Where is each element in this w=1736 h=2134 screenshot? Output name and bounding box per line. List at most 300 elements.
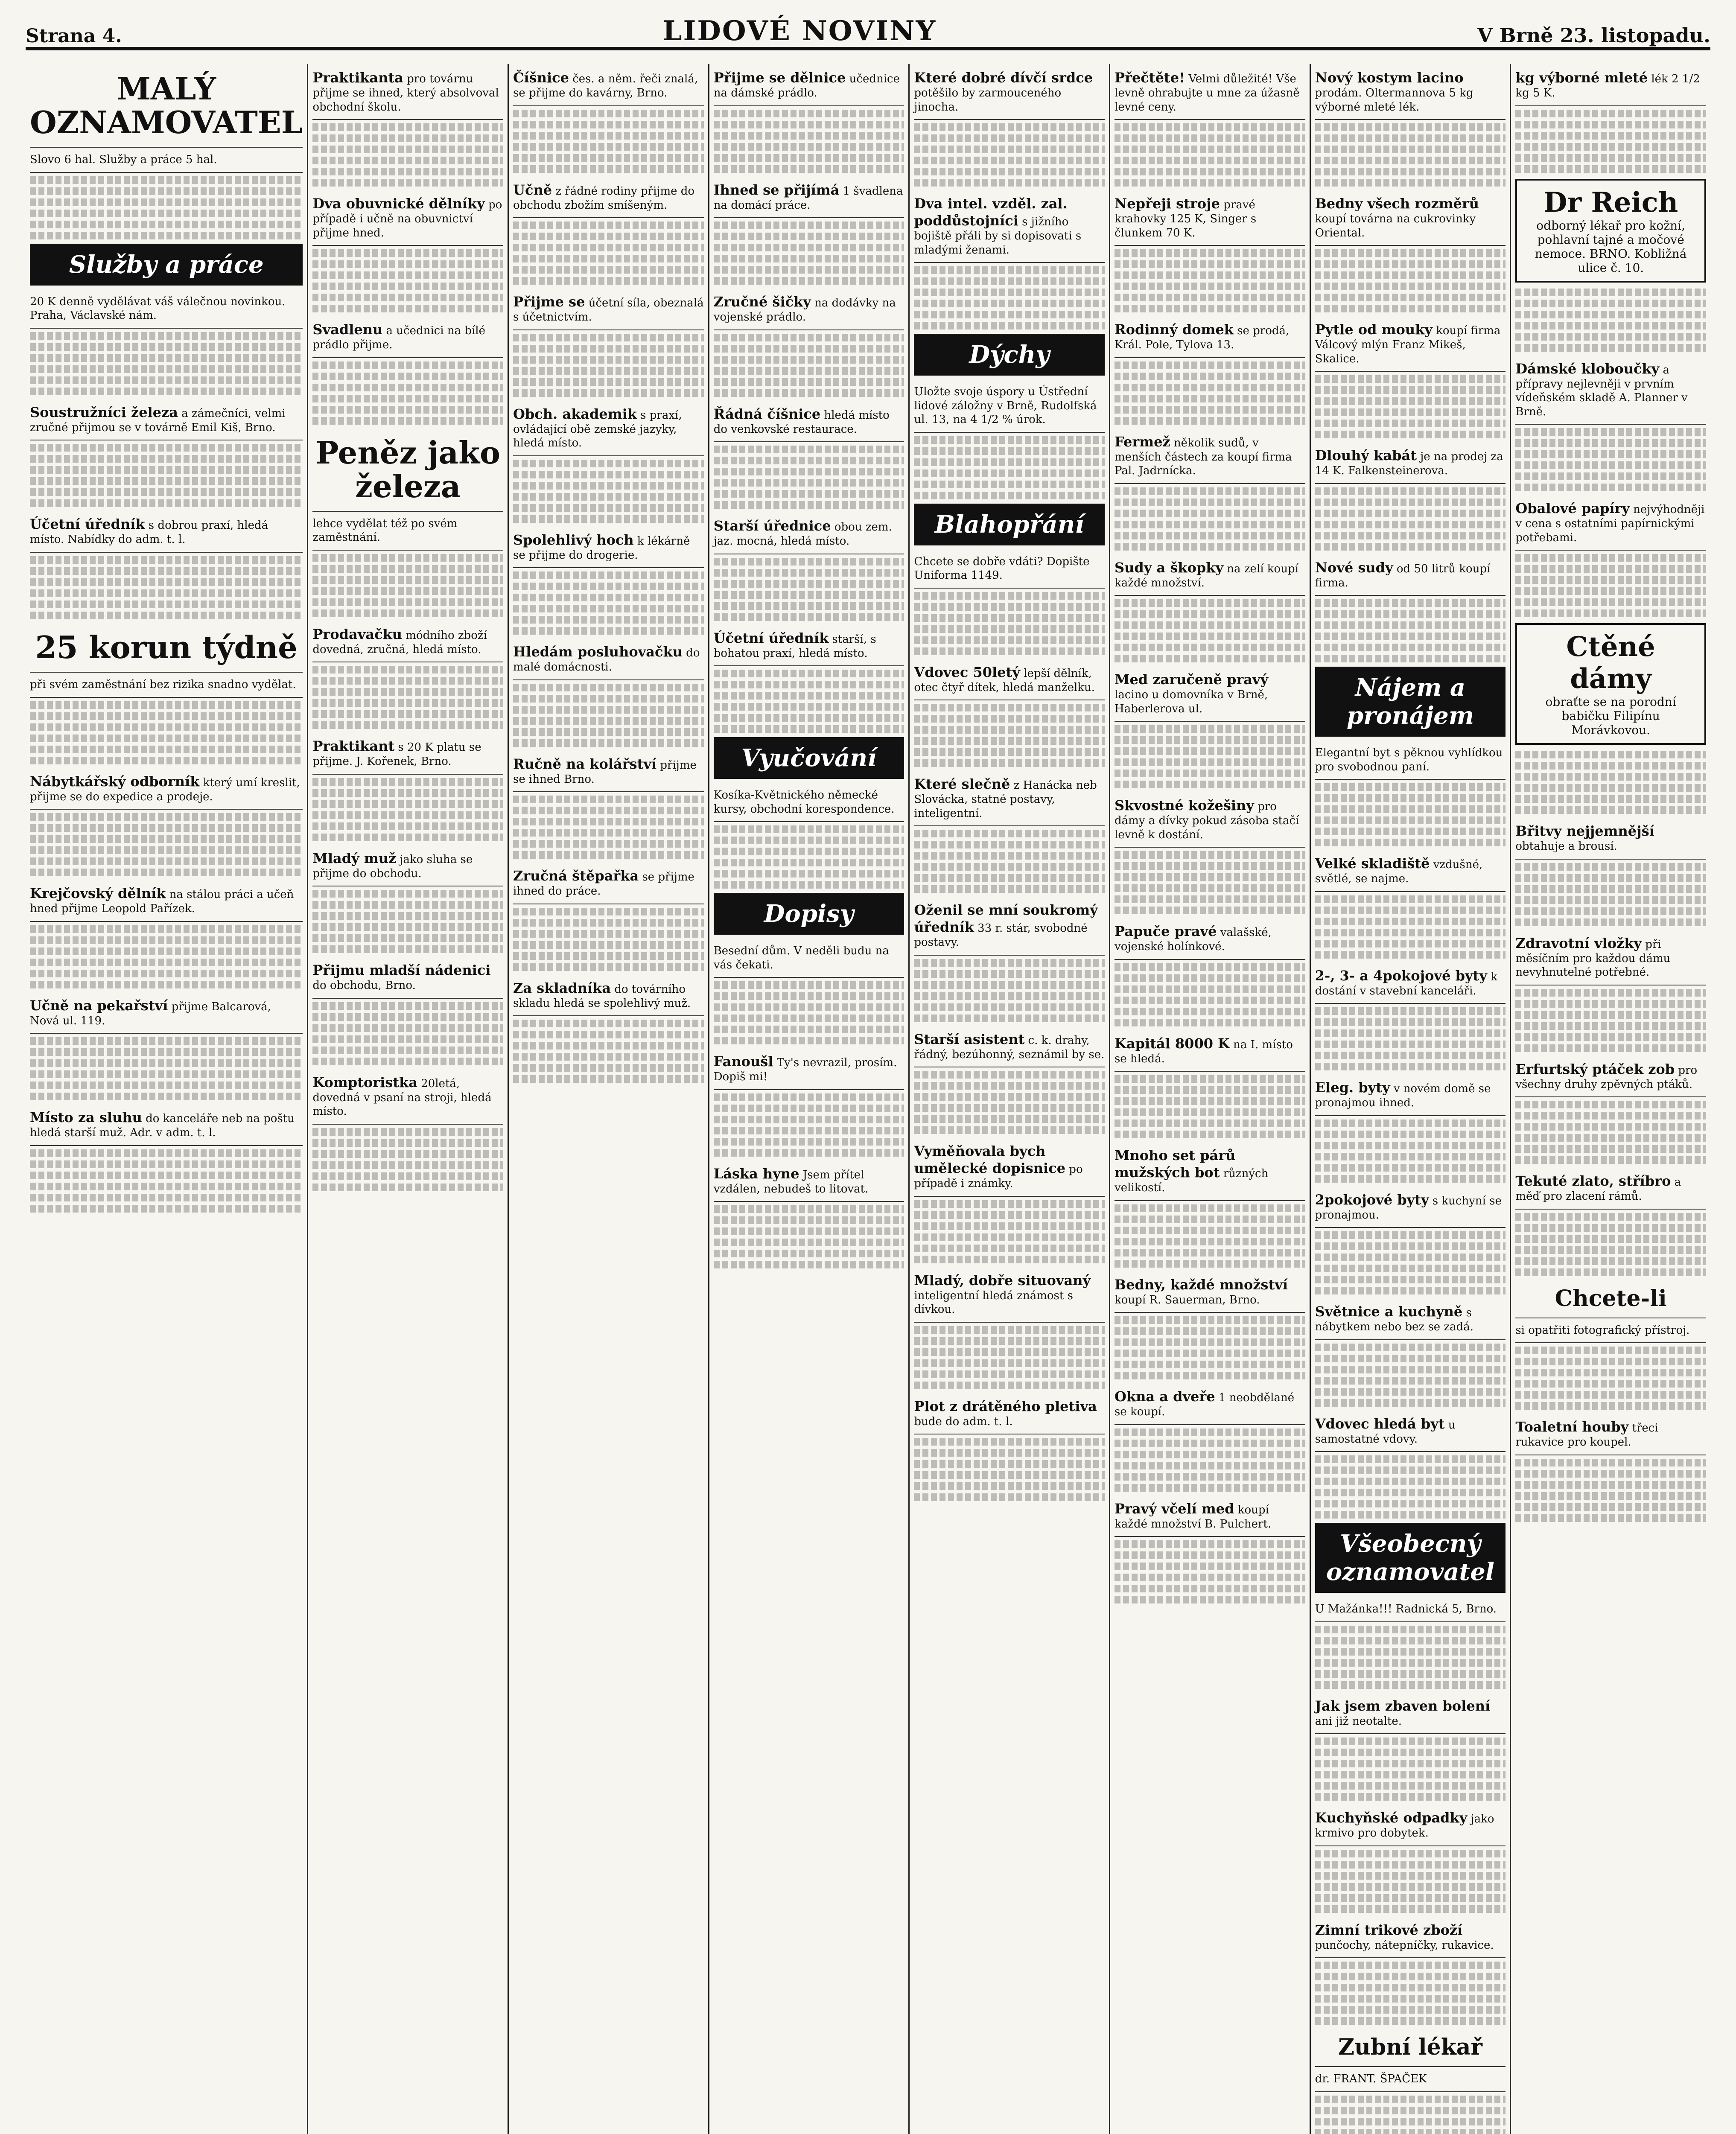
text-line-placeholder: [714, 602, 904, 610]
text-line-placeholder: [1115, 271, 1305, 279]
ad-text: nejvýhodněji v cena s ostatními papírnickými potřebami.: [1515, 503, 1705, 544]
text-line-placeholder: [30, 970, 303, 977]
ad-heading: Přijmu mladší nádenici: [312, 962, 491, 979]
text-line-placeholder: [714, 703, 904, 711]
ad-text: s praxí, ovládající obě zemské jazyky, hledá místo.: [513, 408, 682, 449]
ad-heading: Bedny, každé množství: [1115, 1276, 1288, 1293]
text-line-placeholder: [1515, 1033, 1706, 1041]
text-line-placeholder: [513, 277, 704, 285]
text-line-placeholder: [30, 1037, 303, 1045]
text-line-placeholder: [714, 1127, 904, 1134]
text-line-placeholder: [714, 121, 904, 128]
text-line-placeholder: [1315, 1175, 1506, 1183]
text-line-placeholder: [714, 110, 904, 117]
ad-heading: Které dobré dívčí srdce: [914, 70, 1093, 86]
text-line-placeholder: [1115, 873, 1305, 881]
text-line-placeholder: [1515, 1022, 1706, 1030]
text-line-placeholder: [1315, 1366, 1506, 1373]
text-line-placeholder: [914, 492, 1105, 499]
text-line-placeholder: [513, 829, 704, 837]
text-line-placeholder: [1315, 386, 1506, 394]
classified-ad: [513, 288, 704, 330]
text-line-placeholder: [30, 869, 303, 876]
ad-display-heading: Peněz jako železa: [312, 428, 503, 512]
text-line-placeholder: [312, 1047, 503, 1054]
column-8: [1511, 64, 1710, 2134]
text-line-placeholder: [1515, 461, 1706, 469]
classified-ad: [30, 244, 303, 329]
text-line-placeholder: [914, 726, 1105, 734]
text-line-placeholder: [914, 436, 1105, 444]
ad-display-heading: MALÝ OZNAMOVATEL: [30, 64, 303, 148]
classified-ad: [1115, 792, 1305, 848]
text-line-placeholder: [513, 233, 704, 240]
text-line-placeholder: [1115, 532, 1305, 539]
classified-ad: [714, 893, 904, 978]
text-line-placeholder: [1515, 1391, 1706, 1399]
ad-text: od 50 litrů koupí firma.: [1315, 562, 1491, 589]
classified-ad: [312, 1069, 503, 1125]
ad-heading: Starší úřednice: [713, 518, 831, 534]
text-line-placeholder: [914, 289, 1105, 296]
text-line-placeholder: [1315, 621, 1506, 629]
ad-heading: Učně na pekařství: [30, 997, 168, 1014]
classified-ad: [513, 176, 704, 219]
text-line-placeholder: [1315, 2096, 1506, 2103]
text-line-placeholder: [1115, 249, 1305, 257]
text-line-placeholder: [714, 1205, 904, 1213]
classified-ad: [914, 64, 1105, 120]
text-line-placeholder: [1515, 1000, 1706, 1008]
classified-ad: [30, 64, 303, 173]
classified-ad: [1315, 850, 1506, 892]
text-line-placeholder: [914, 704, 1105, 711]
classified-ad: [714, 737, 904, 822]
text-line-placeholder: [1115, 395, 1305, 402]
ad-heading: Oženil se mní soukromý úředník: [914, 902, 1098, 935]
text-line-placeholder: [1115, 373, 1305, 380]
text-line-placeholder: [1515, 484, 1706, 491]
classified-ad: [312, 956, 503, 999]
text-line-placeholder: [30, 1183, 303, 1190]
text-line-placeholder: [914, 759, 1105, 767]
text-line-placeholder: [1315, 783, 1506, 791]
text-line-placeholder: [914, 1126, 1105, 1134]
text-line-placeholder: [513, 952, 704, 960]
text-line-placeholder: [1315, 375, 1506, 383]
text-line-placeholder: [914, 1359, 1105, 1367]
text-line-placeholder: [30, 981, 303, 988]
ad-text: 33 r. stár, svobodné postavy.: [914, 922, 1088, 949]
classified-ad: [714, 176, 904, 219]
text-line-placeholder: [30, 466, 303, 474]
classified-ad: [1515, 495, 1706, 551]
text-line-placeholder: [1315, 168, 1506, 175]
ad-heading: Erfurtský ptáček zob: [1515, 1061, 1675, 1077]
text-line-placeholder: [312, 1013, 503, 1021]
text-line-placeholder: [312, 811, 503, 819]
text-line-placeholder: [1115, 862, 1305, 870]
ad-heading: Přijme se: [513, 294, 585, 310]
classified-ad: [1315, 554, 1506, 596]
text-line-placeholder: [30, 589, 303, 597]
text-line-placeholder: [1115, 851, 1305, 859]
text-line-placeholder: [513, 504, 704, 512]
text-line-placeholder: [1315, 1018, 1506, 1026]
text-line-placeholder: [1315, 1466, 1506, 1474]
classified-ad: [513, 974, 704, 1017]
text-line-placeholder: [513, 1042, 704, 1050]
text-line-placeholder: [1515, 450, 1706, 458]
text-line-placeholder: [1515, 1044, 1706, 1052]
text-line-placeholder: [1315, 1659, 1506, 1667]
ad-heading: Ručně na kolářství: [513, 755, 657, 772]
text-line-placeholder: [1315, 794, 1506, 802]
classified-ad: [1315, 2028, 1506, 2092]
ad-heading: 2pokojové byty: [1315, 1191, 1429, 1208]
text-line-placeholder: [312, 168, 503, 175]
newspaper-title: LIDOVÉ NOVINY: [662, 15, 937, 47]
classified-ad: [1115, 428, 1305, 484]
text-line-placeholder: [1515, 1156, 1706, 1164]
text-line-placeholder: [30, 232, 303, 239]
text-line-placeholder: [1315, 397, 1506, 405]
text-line-placeholder: [714, 714, 904, 722]
classified-ad: [1115, 1271, 1305, 1313]
classified-ad: [914, 659, 1105, 701]
text-line-placeholder: [312, 134, 503, 142]
text-line-placeholder: [1115, 1204, 1305, 1212]
masthead: [26, 17, 1710, 50]
text-line-placeholder: [1515, 311, 1706, 318]
text-line-placeholder: [714, 1093, 904, 1101]
ad-text: s nábytkem nebo bez se zadá.: [1315, 1306, 1474, 1333]
text-line-placeholder: [1115, 1540, 1305, 1548]
text-line-placeholder: [714, 859, 904, 866]
classified-ad: [1515, 930, 1706, 985]
text-line-placeholder: [1515, 1011, 1706, 1019]
text-line-placeholder: [312, 1172, 503, 1180]
text-line-placeholder: [1315, 2129, 1506, 2134]
text-line-placeholder: [714, 692, 904, 700]
text-line-placeholder: [30, 846, 303, 854]
text-line-placeholder: [30, 455, 303, 463]
classified-ad: [1315, 190, 1506, 246]
text-line-placeholder: [914, 852, 1105, 860]
text-line-placeholder: [1115, 1596, 1305, 1603]
text-line-placeholder: [312, 565, 503, 573]
text-line-placeholder: [513, 471, 704, 478]
text-line-placeholder: [513, 571, 704, 579]
ad-heading: Řádná číšnice: [713, 405, 821, 422]
ad-text: punčochy, nátepníčky, rukavice.: [1315, 1939, 1494, 1952]
text-line-placeholder: [1515, 907, 1706, 915]
text-line-placeholder: [1515, 806, 1706, 814]
text-line-placeholder: [714, 881, 904, 889]
text-line-placeholder: [914, 1233, 1105, 1241]
text-line-placeholder: [513, 1020, 704, 1027]
text-line-placeholder: [312, 1024, 503, 1032]
ad-heading: Rodinný domek: [1115, 321, 1234, 338]
column-1: [26, 64, 308, 2134]
text-line-placeholder: [914, 1449, 1105, 1457]
text-line-placeholder: [714, 1116, 904, 1123]
ad-text: starší, s bohatou praxí, hledá místo.: [713, 633, 876, 660]
text-line-placeholder: [914, 123, 1105, 131]
text-line-placeholder: [312, 609, 503, 617]
text-line-placeholder: [513, 244, 704, 251]
text-line-placeholder: [1315, 1119, 1506, 1127]
text-line-placeholder: [1115, 884, 1305, 892]
text-line-placeholder: [714, 591, 904, 599]
ad-display-heading: Dopisy: [714, 893, 904, 935]
text-line-placeholder: [30, 176, 303, 184]
text-line-placeholder: [30, 1070, 303, 1078]
text-line-placeholder: [714, 389, 904, 397]
text-line-placeholder: [1315, 644, 1506, 651]
text-line-placeholder: [1515, 989, 1706, 997]
text-line-placeholder: [1515, 1459, 1706, 1466]
text-line-placeholder: [1315, 1254, 1506, 1261]
text-line-placeholder: [714, 1026, 904, 1033]
text-line-placeholder: [312, 1002, 503, 1010]
classified-ad: [1515, 623, 1706, 745]
text-line-placeholder: [1115, 123, 1305, 131]
ad-text: inteligentní hledá známost s dívkou.: [914, 1289, 1073, 1316]
column-7: [1311, 64, 1511, 2134]
classified-ad: [1115, 554, 1305, 596]
text-line-placeholder: [312, 576, 503, 584]
text-line-placeholder: [513, 583, 704, 590]
text-line-placeholder: [1315, 487, 1506, 495]
ad-heading: Dlouhý kabát: [1315, 447, 1417, 464]
ad-heading: Vdovec 50letý: [914, 664, 1020, 680]
text-line-placeholder: [312, 361, 503, 369]
text-line-placeholder: [914, 179, 1105, 187]
text-line-placeholder: [714, 848, 904, 855]
classified-ad: [1115, 190, 1305, 246]
text-line-placeholder: [1515, 795, 1706, 803]
text-line-placeholder: [1515, 576, 1706, 584]
ad-text: k lékárně se přijme do drogerie.: [513, 534, 690, 562]
text-line-placeholder: [513, 389, 704, 397]
text-line-placeholder: [513, 345, 704, 353]
text-line-placeholder: [714, 1138, 904, 1146]
text-line-placeholder: [513, 908, 704, 915]
text-line-placeholder: [312, 800, 503, 808]
text-line-placeholder: [30, 444, 303, 452]
ad-text: k dostání v stavební kanceláři.: [1315, 970, 1497, 997]
text-line-placeholder: [1315, 1231, 1506, 1239]
text-line-placeholder: [30, 746, 303, 753]
text-line-placeholder: [30, 556, 303, 564]
ad-heading: Ihned se přijímá: [713, 181, 840, 198]
ad-heading: Jak jsem zbaven bolení: [1315, 1697, 1491, 1714]
ad-heading: Nové sudy: [1315, 559, 1393, 576]
text-line-placeholder: [1115, 1075, 1305, 1083]
text-line-placeholder: [513, 1031, 704, 1038]
text-line-placeholder: [1115, 599, 1305, 607]
classified-ad: [1315, 316, 1506, 372]
classified-ad: [714, 512, 904, 554]
text-line-placeholder: [714, 165, 904, 173]
ad-heading: Které slečně: [914, 776, 1010, 792]
text-line-placeholder: [513, 356, 704, 364]
ad-heading: Břitvy nejjemnější: [1515, 823, 1654, 839]
text-line-placeholder: [1315, 1041, 1506, 1048]
text-line-placeholder: [312, 934, 503, 942]
text-line-placeholder: [513, 110, 704, 117]
text-line-placeholder: [513, 818, 704, 825]
text-line-placeholder: [30, 1172, 303, 1179]
text-line-placeholder: [1515, 322, 1706, 329]
column-5: [910, 64, 1110, 2134]
ad-heading: Nábytkářský odborník: [30, 773, 200, 790]
text-line-placeholder: [1315, 1489, 1506, 1496]
text-line-placeholder: [1515, 896, 1706, 904]
text-line-placeholder: [1115, 736, 1305, 744]
text-line-placeholder: [312, 587, 503, 595]
text-line-placeholder: [714, 992, 904, 1000]
text-line-placeholder: [714, 870, 904, 878]
text-line-placeholder: [312, 1161, 503, 1169]
text-line-placeholder: [1315, 1478, 1506, 1485]
ad-heading: Papuče pravé: [1115, 923, 1217, 939]
text-line-placeholder: [1115, 655, 1305, 662]
text-line-placeholder: [714, 825, 904, 833]
text-line-placeholder: [312, 710, 503, 718]
text-line-placeholder: [513, 941, 704, 949]
ad-text: 20 K denně vydělávat váš válečnou novinkou. Praha, Václavské nám.: [30, 290, 303, 329]
ad-heading: Obalové papíry: [1515, 500, 1630, 516]
text-line-placeholder: [1315, 1670, 1506, 1678]
text-line-placeholder: [1515, 1268, 1706, 1276]
text-line-placeholder: [1315, 805, 1506, 813]
classified-ad: [914, 334, 1105, 433]
text-line-placeholder: [1315, 907, 1506, 914]
text-line-placeholder: [513, 222, 704, 229]
ad-text: s dobrou praxí, hledá místo. Nabídky do adm. t. l.: [30, 519, 268, 546]
text-line-placeholder: [914, 959, 1105, 967]
text-line-placeholder: [1315, 1995, 1506, 2003]
text-line-placeholder: [914, 1093, 1105, 1101]
text-line-placeholder: [914, 266, 1105, 274]
text-line-placeholder: [513, 493, 704, 501]
ad-text: Besední dům. V neděli budu na vás čekati.: [714, 939, 904, 978]
text-line-placeholder: [1115, 758, 1305, 766]
classified-ad: [312, 64, 503, 120]
text-line-placeholder: [312, 1058, 503, 1065]
text-line-placeholder: [914, 748, 1105, 756]
text-line-placeholder: [1315, 249, 1506, 257]
ad-text: potěšilo by zarmouceného jinocha.: [914, 87, 1062, 114]
ad-heading: Číšnice: [513, 70, 569, 86]
text-line-placeholder: [1515, 1492, 1706, 1500]
text-line-placeholder: [30, 612, 303, 619]
ad-heading: Praktikanta: [312, 70, 403, 86]
ad-display-heading: Zubní lékař: [1315, 2028, 1506, 2067]
text-line-placeholder: [914, 1015, 1105, 1022]
text-line-placeholder: [312, 923, 503, 931]
text-line-placeholder: [1515, 1481, 1706, 1489]
text-line-placeholder: [1115, 294, 1305, 301]
text-line-placeholder: [1115, 747, 1305, 755]
ad-display-heading: Blahopřání: [914, 504, 1105, 545]
ad-text: s kuchyní se pronajmou.: [1315, 1194, 1502, 1222]
text-line-placeholder: [914, 603, 1105, 611]
text-line-placeholder: [1515, 300, 1706, 307]
text-line-placeholder: [1515, 428, 1706, 436]
text-line-placeholder: [1515, 885, 1706, 893]
text-line-placeholder: [1515, 1235, 1706, 1243]
text-line-placeholder: [1115, 1440, 1305, 1447]
text-line-placeholder: [714, 143, 904, 151]
ad-text: obou zem. jaz. mocná, hledá místo.: [713, 521, 892, 548]
ad-heading: Bedny všech rozměrů: [1315, 195, 1479, 212]
text-line-placeholder: [30, 221, 303, 228]
text-line-placeholder: [312, 395, 503, 402]
text-line-placeholder: [1515, 1224, 1706, 1232]
text-line-placeholder: [1115, 1260, 1305, 1268]
text-line-placeholder: [312, 294, 503, 301]
text-line-placeholder: [914, 1337, 1105, 1345]
text-line-placeholder: [1315, 408, 1506, 416]
classified-ad: [1115, 1030, 1305, 1072]
text-line-placeholder: [1115, 1451, 1305, 1458]
text-line-placeholder: [1115, 1372, 1305, 1379]
classified-ad: [312, 845, 503, 887]
text-line-placeholder: [1315, 260, 1506, 268]
text-line-placeholder: [1315, 1142, 1506, 1149]
text-line-placeholder: [1115, 157, 1305, 164]
text-line-placeholder: [1315, 179, 1506, 187]
text-line-placeholder: [914, 1370, 1105, 1378]
text-line-placeholder: [30, 936, 303, 944]
text-line-placeholder: [1515, 1514, 1706, 1522]
text-line-placeholder: [714, 1105, 904, 1112]
text-line-placeholder: [1315, 1782, 1506, 1790]
text-line-placeholder: [1315, 1242, 1506, 1250]
text-line-placeholder: [513, 515, 704, 523]
text-line-placeholder: [1515, 1134, 1706, 1142]
text-line-placeholder: [30, 712, 303, 720]
text-line-placeholder: [1115, 770, 1305, 777]
ad-display-heading: Všeobecný oznamovatel: [1315, 1523, 1506, 1593]
text-line-placeholder: [1115, 260, 1305, 268]
text-line-placeholder: [914, 874, 1105, 882]
ad-text: učednice na dámské prádlo.: [713, 73, 900, 99]
text-line-placeholder: [914, 1438, 1105, 1446]
text-line-placeholder: [1315, 134, 1506, 142]
text-line-placeholder: [714, 1149, 904, 1157]
ad-heading: Mnoho set párů mužských bot: [1115, 1147, 1236, 1181]
ad-heading: Med zaručeně pravý: [1115, 671, 1269, 688]
classified-ad: [914, 1026, 1105, 1068]
text-line-placeholder: [714, 277, 904, 285]
text-line-placeholder: [914, 277, 1105, 285]
ad-heading: Zručné šičky: [713, 294, 811, 310]
text-line-placeholder: [30, 1149, 303, 1157]
text-line-placeholder: [914, 1382, 1105, 1389]
ad-heading: Dva intel. vzděl. zal. poddůstojníci: [914, 195, 1068, 229]
text-line-placeholder: [1115, 510, 1305, 517]
text-line-placeholder: [1515, 1470, 1706, 1478]
text-line-placeholder: [513, 132, 704, 140]
ad-text: Jsem přítel vzdálen, nebudeš to litovat.: [713, 1168, 869, 1195]
text-line-placeholder: [312, 384, 503, 391]
text-line-placeholder: [1115, 1327, 1305, 1335]
ad-text: hledá místo do venkovské restaurace.: [713, 408, 890, 436]
